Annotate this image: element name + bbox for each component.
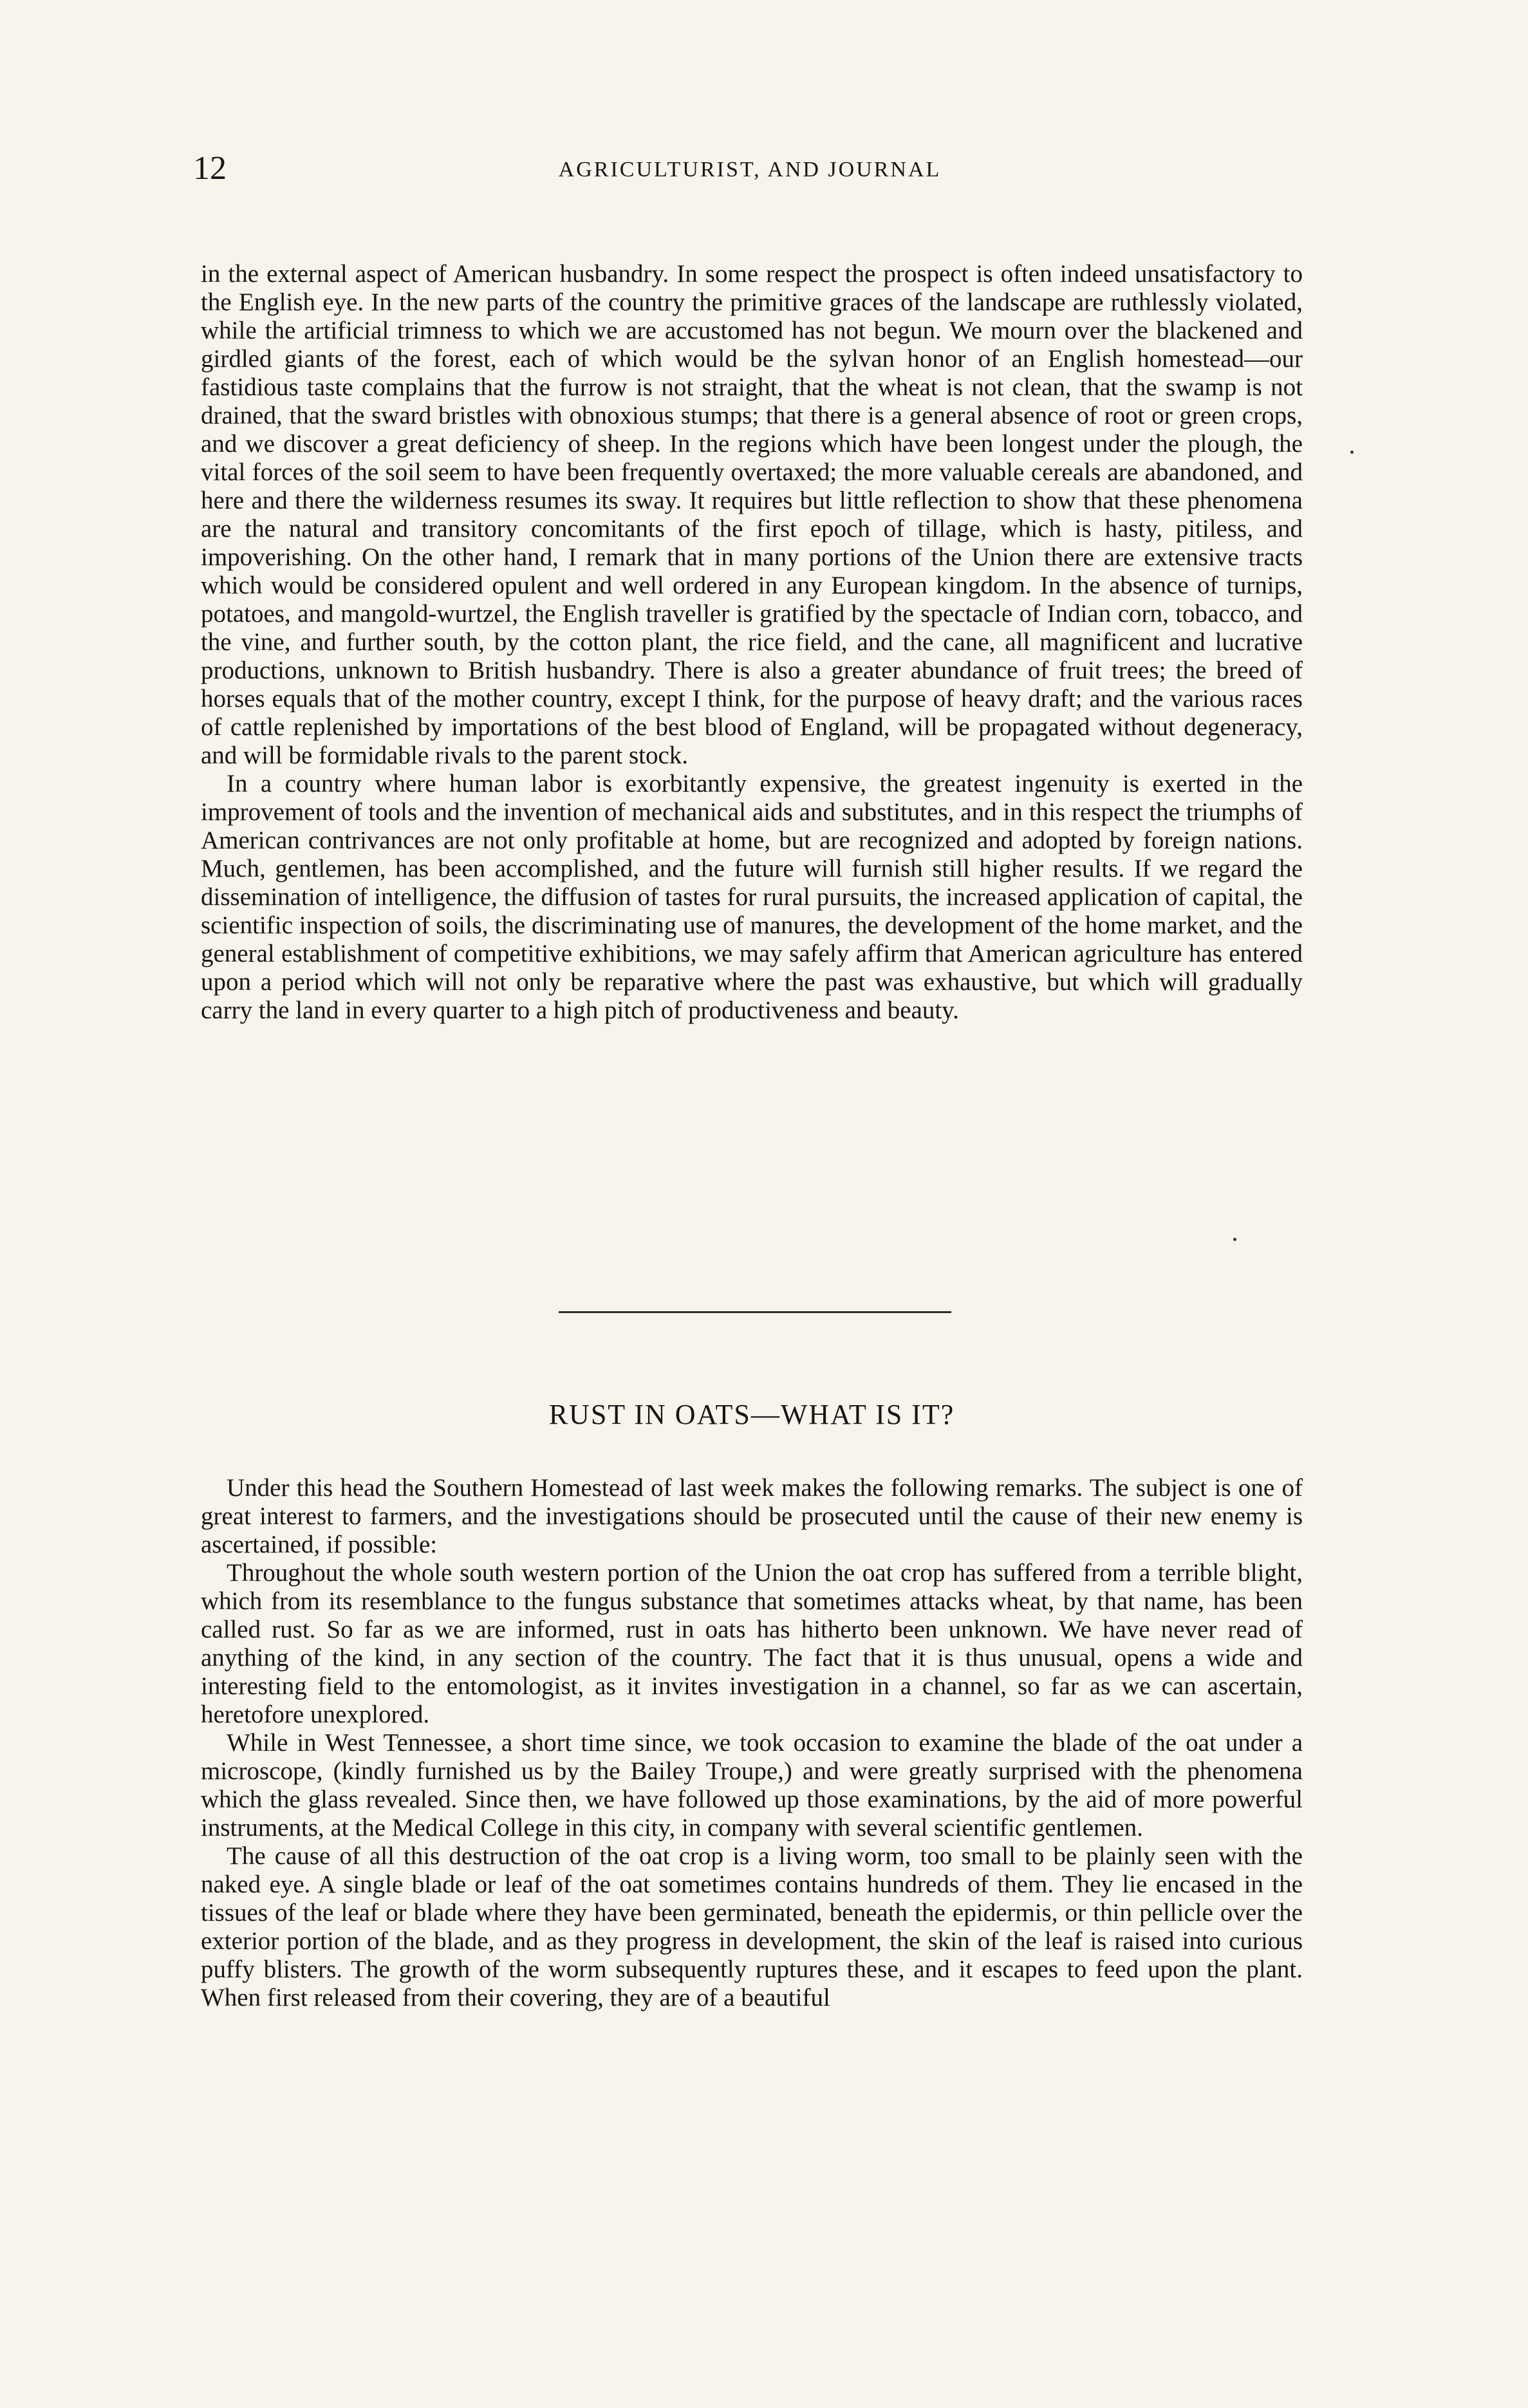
section-divider <box>559 1311 951 1313</box>
article-title: RUST IN OATS—WHAT IS IT? <box>548 1399 955 1430</box>
print-speck <box>1350 451 1354 454</box>
article-body <box>201 1474 1303 2012</box>
print-speck <box>1233 1238 1236 1241</box>
body-paragraph: In a country where human labor is exorbitantly expensive, the greatest ingenuity is exerted in the improvement of tools and the invention of mechanical aids and substitutes, and in this respect the triumphs of American contrivances are not only profitable at home, but are recognized and adopted by foreign nations. Much, gentlemen, has been accomplished, and the future will furnish still higher results. If we regard the dissemination of intelligence, the diffusion of tastes for rural pursuits, the increased application of capital, the scientific inspection of soils, the discriminating use of manures, the development of the home market, and the general establishment of competitive exhibitions, we may safely affirm that American agriculture has entered upon a period which will not only be reparative where the past was exhaustive, but which will gradually carry the land in every quarter to a high pitch of productiveness and beauty. <box>201 770 1303 1024</box>
body-paragraph: Under this head the Southern Homestead of last week makes the following remarks. The subject is one of great interest to farmers, and the investigations should be prosecuted until the cause of their new enemy is ascertained, if possible: <box>201 1474 1303 1558</box>
page-number: 12 <box>193 150 227 187</box>
running-head: AGRICULTURIST, AND JOURNAL <box>558 158 942 182</box>
body-paragraph: Throughout the whole south western portion of the Union the oat crop has suffered from a terrible blight, which from its resemblance to the fungus substance that sometimes attacks wheat, by that name, has been called rust. So far as we are informed, rust in oats has hitherto been unknown. We have never read of anything of the kind, in any section of the country. The fact that it is thus unusual, opens a wide and interesting field to the entomologist, as it invites investigation in a channel, so far as we can ascertain, heretofore unexplored. <box>201 1559 1303 1728</box>
page-header <box>193 149 1307 188</box>
body-paragraph: in the external aspect of American husbandry. In some respect the prospect is often indeed unsatisfactory to the English eye. In the new parts of the country the primitive graces of the landscape are ruthlessly violated, while the artificial trimness to which we are accustomed has not begun. We mourn over the blackened and girdled giants of the forest, each of which would be the sylvan honor of an English homestead—our fastidious taste complains that the furrow is not straight, that the wheat is not clean, that the swamp is not drained, that the sward bristles with obnoxious stumps; that there is a general absence of root or green crops, and we discover a great deficiency of sheep. In the regions which have been longest under the plough, the vital forces of the soil seem to have been frequently overtaxed; the more valuable cereals are abandoned, and here and there the wilderness resumes its sway. It requires but little reflection to show that these phenomena are the natural and transitory concomitants of the first epoch of tillage, which is hasty, pitiless, and impoverishing. On the other hand, I remark that in many portions of the Union there are extensive tracts which would be considered opulent and well ordered in any European kingdom. In the absence of turnips, potatoes, and mangold-wurtzel, the English traveller is gratified by the spectacle of Indian corn, tobacco, and the vine, and further south, by the cotton plant, the rice field, and the cane, all magnificent and lucrative productions, unknown to British husbandry. There is also a greater abundance of fruit trees; the breed of horses equals that of the mother country, except I think, for the purpose of heavy draft; and the various races of cattle replenished by importations of the best blood of England, will be propagated without degeneracy, and will be formidable rivals to the parent stock. <box>201 260 1303 769</box>
body-paragraph: While in West Tennessee, a short time since, we took occasion to examine the blade of the oat under a microscope, (kindly furnished us by the Bailey Troupe,) and were greatly surprised with the phenomena which the glass revealed. Since then, we have followed up those examinations, by the aid of more powerful instruments, at the Medical College in this city, in company with several scientific gentlemen. <box>201 1729 1303 1842</box>
body-paragraph: The cause of all this destruction of the oat crop is a living worm, too small to be plainly seen with the naked eye. A single blade or leaf of the oat sometimes contains hundreds of them. They lie encased in the tissues of the leaf or blade where they have been germinated, beneath the epidermis, or thin pellicle over the exterior portion of the blade, and as they progress in development, the skin of the leaf is raised into curious puffy blisters. The growth of the worm subsequently ruptures these, and it escapes to feed upon the plant. When first released from their covering, they are of a beautiful <box>201 1842 1303 2011</box>
continued-article <box>201 260 1303 1025</box>
